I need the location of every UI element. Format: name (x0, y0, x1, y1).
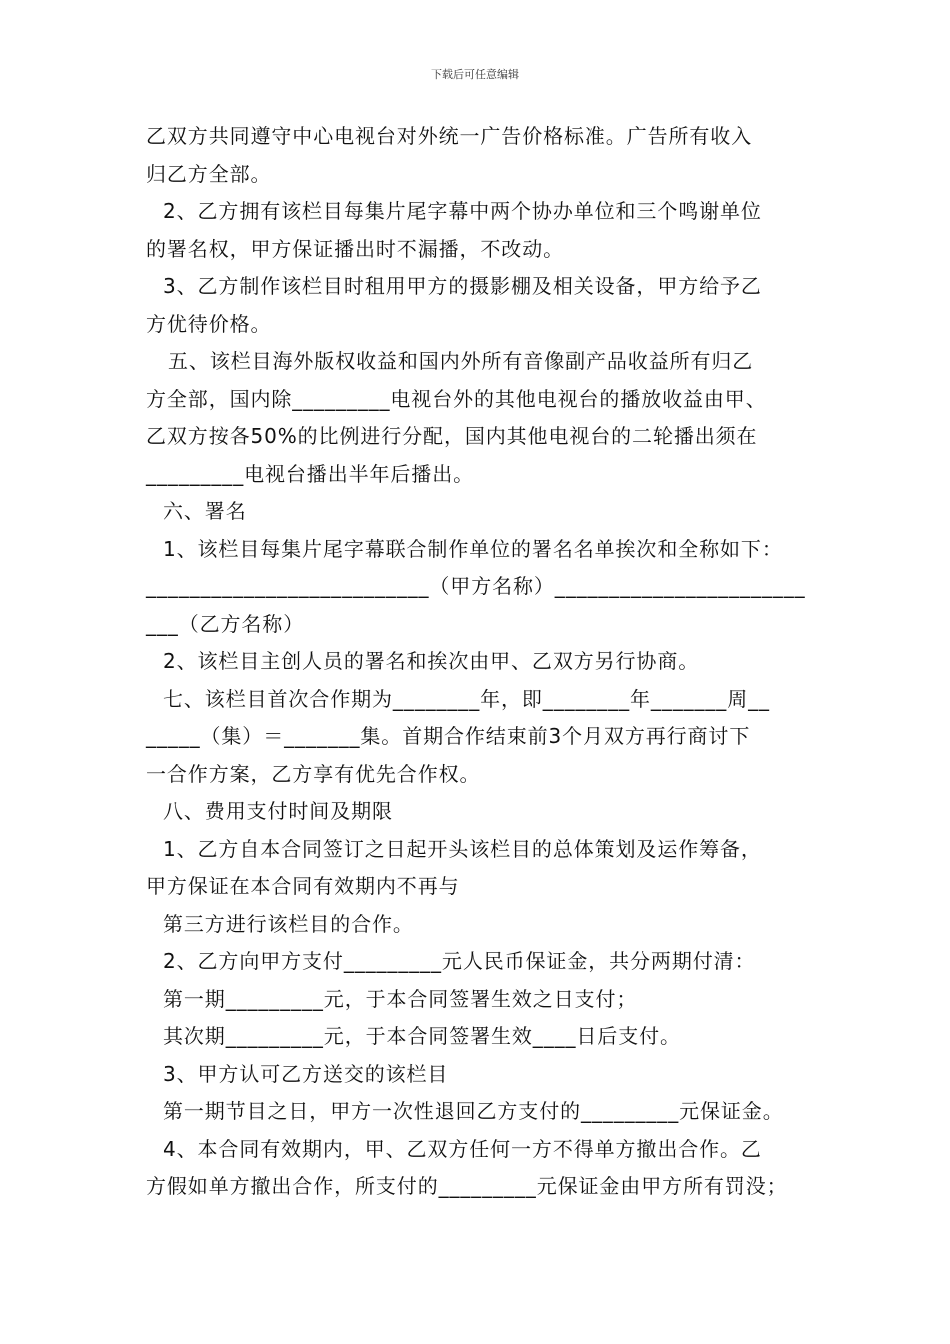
text-line: 的署名权，甲方保证播出时不漏播，不改动。 (146, 236, 564, 261)
text-line: 3、甲方认可乙方送交的该栏目 (163, 1061, 449, 1086)
text-line: __________________________（甲方名称）_______________________ (146, 574, 806, 598)
text-line: 2、该栏目主创人员的署名和挨次由甲、乙双方另行协商。 (163, 649, 700, 673)
text-line: 乙双方按各50%的比例进行分配，国内其他电视台的二轮播出须在 (146, 424, 758, 448)
section-heading: 六、署名 (163, 499, 247, 523)
text-line: 第一期节目之日，甲方一次性退回乙方支付的_________元保证金。 (163, 1099, 784, 1123)
page-header: 下载后可任意编辑 (431, 68, 519, 81)
text-line: 方全部，国内除_________电视台外的其他电视台的播放收益由甲、 (146, 386, 767, 411)
text-line: 第一期_________元，于本合同签署生效之日支付； (163, 986, 638, 1011)
text-line: 五、该栏目海外版权收益和国内外所有音像副产品收益所有归乙 (168, 349, 754, 373)
text-line: 1、该栏目每集片尾字幕联合制作单位的署名名单挨次和全称如下： (163, 536, 783, 561)
text-line: 2、乙方拥有该栏目每集片尾字幕中两个协办单位和三个鸣谢单位 (163, 199, 762, 223)
text-line: 方假如单方撤出合作，所支付的_________元保证金由甲方所有罚没； (146, 1174, 788, 1198)
text-line: 1、乙方自本合同签订之日起开头该栏目的总体策划及运作筹备， (163, 836, 762, 861)
text-line: 七、该栏目首次合作期为________年，即________年_______周__ (163, 686, 770, 711)
text-line: 其次期_________元，于本合同签署生效____日后支付。 (163, 1024, 681, 1048)
text-line: ___（乙方名称） (146, 611, 305, 636)
text-line: 一合作方案，乙方享有优先合作权。 (146, 761, 481, 786)
text-line: 甲方保证在本合同有效期内不再与 (146, 874, 460, 898)
text-line: 归乙方全部。 (146, 161, 272, 186)
text-line: 2、乙方向甲方支付_________元人民币保证金，共分两期付清： (163, 949, 756, 973)
text-line: 乙双方共同遵守中心电视台对外统一广告价格标准。广告所有收入 (146, 124, 753, 148)
text-line: 第三方进行该栏目的合作。 (163, 911, 414, 936)
document-body (146, 118, 816, 1206)
section-heading: 八、费用支付时间及期限 (163, 799, 393, 823)
text-line: 4、本合同有效期内，甲、乙双方任何一方不得单方撤出合作。乙 (163, 1136, 762, 1161)
text-line: 3、乙方制作该栏目时租用甲方的摄影棚及相关设备，甲方给予乙 (163, 274, 762, 298)
text-line: 方优待价格。 (146, 311, 272, 336)
text-line: _________电视台播出半年后播出。 (146, 461, 474, 486)
text-line: _____（集）＝_______集。首期合作结束前3个月双方再行商讨下 (146, 724, 751, 748)
